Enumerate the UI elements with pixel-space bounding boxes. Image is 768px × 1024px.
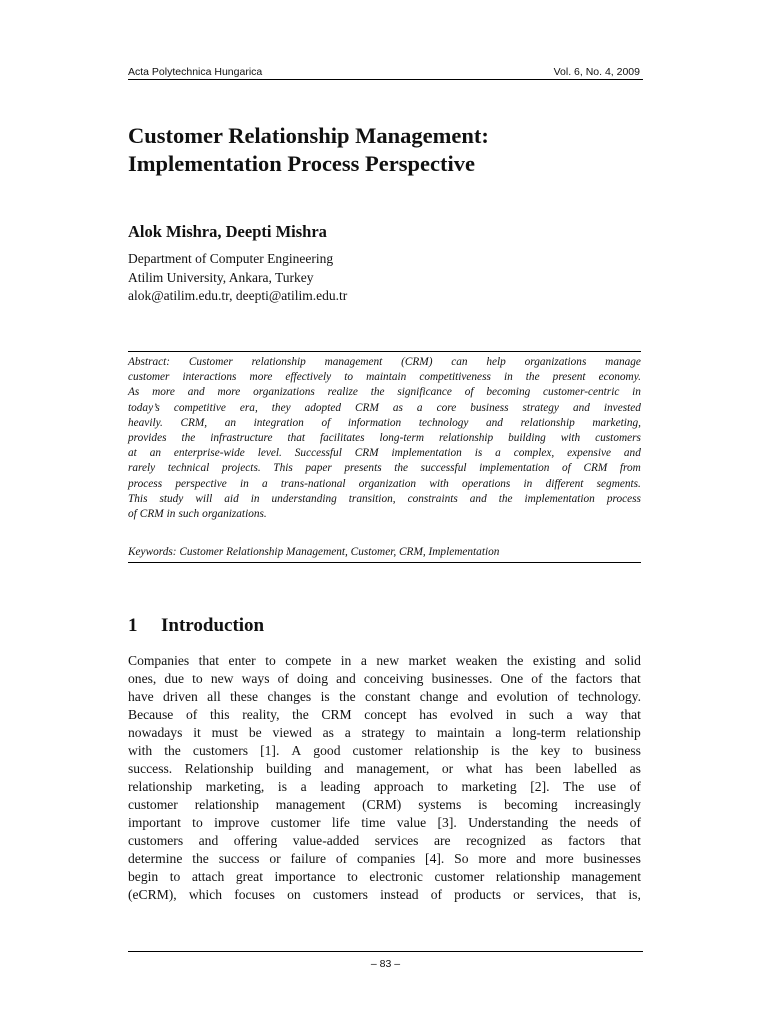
- text-line: rarely technical projects. This paper presents the successful implementation of CRM from: [128, 462, 641, 475]
- text-line: As more and more organizations realize the significance of becoming customer-centric in: [128, 386, 641, 399]
- section-heading: [128, 614, 264, 638]
- footer-rule: [128, 951, 643, 952]
- abstract: [128, 355, 641, 522]
- text-line: Abstract: Customer relationship management (CRM) can help organizations manage: [128, 356, 641, 368]
- journal-name: Acta Polytechnica Hungarica: [128, 66, 263, 78]
- text-line: with the customers [1]. A good customer relationship is the key to business: [128, 743, 641, 758]
- text-line: today’s competitive era, they adopted CRM as a core business strategy and invested: [128, 401, 641, 414]
- text-line: customer relationship management (CRM) systems is becoming increasingly: [128, 797, 641, 812]
- text-line: This study will aid in understanding transition, constraints and the implementation process: [128, 492, 641, 505]
- abstract-top-rule: [128, 351, 641, 352]
- text-line: begin to attach great importance to electronic customer relationship management: [128, 869, 641, 884]
- section-number: 1: [128, 615, 138, 636]
- university: Atilim University, Ankara, Turkey: [128, 269, 314, 285]
- section-title: Introduction: [161, 615, 265, 636]
- introduction-body: [128, 652, 641, 904]
- text-line: at an enterprise-wide level. Successful CRM implementation is a complex, expensive and: [128, 447, 641, 460]
- text-line: heavily. CRM, an integration of information technology and relationship marketing,: [128, 416, 641, 429]
- affiliation: [128, 250, 347, 306]
- abstract-bottom-rule: [128, 562, 641, 563]
- text-line: customers and offering value-added services are recognized as factors that: [128, 833, 641, 848]
- paper-title: [128, 122, 648, 178]
- text-line: have driven all these changes is the constant change and evolution of technology.: [128, 689, 641, 704]
- page-number: – 83 –: [370, 958, 401, 970]
- header-rule: [128, 79, 643, 80]
- running-header: [128, 62, 640, 78]
- title-line-1: Customer Relationship Management:: [128, 123, 489, 148]
- title-line-2: Implementation Process Perspective: [128, 151, 475, 176]
- text-line: customer interactions more effectively to maintain competitiveness in the present economy.: [128, 371, 641, 384]
- keywords: Keywords: Customer Relationship Management, Customer, CRM, Implementation: [128, 546, 500, 558]
- text-line: of CRM in such organizations.: [128, 507, 267, 520]
- text-line: ones, due to new ways of doing and conceiving businesses. One of the factors that: [128, 671, 641, 686]
- department: Department of Computer Engineering: [128, 251, 334, 266]
- text-line: process perspective in a trans-national organization with operations in different segments.: [128, 477, 641, 490]
- text-line: Companies that enter to compete in a new market weaken the existing and solid: [128, 653, 641, 668]
- text-line: (eCRM), which focuses on customers instead of products or services, that is,: [128, 887, 641, 902]
- text-line: Because of this reality, the CRM concept has evolved in such a way that: [128, 707, 641, 722]
- text-line: provides the infrastructure that facilitates long-term relationship building with customers: [128, 431, 641, 444]
- text-line: important to improve customer life time value [3]. Understanding the needs of: [128, 815, 641, 830]
- volume-info: Vol. 6, No. 4, 2009: [553, 66, 640, 78]
- text-line: relationship marketing, is a leading approach to marketing [2]. The use of: [128, 779, 641, 794]
- author-emails: alok@atilim.edu.tr, deepti@atilim.edu.tr: [128, 288, 348, 303]
- text-line: nowadays it must be viewed as a strategy to maintain a long-term relationship: [128, 725, 641, 740]
- author-list: Alok Mishra, Deepti Mishra: [128, 222, 327, 241]
- text-line: success. Relationship building and management, or what has been labelled as: [128, 761, 641, 776]
- text-line: determine the success or failure of companies [4]. So more and more businesses: [128, 851, 641, 866]
